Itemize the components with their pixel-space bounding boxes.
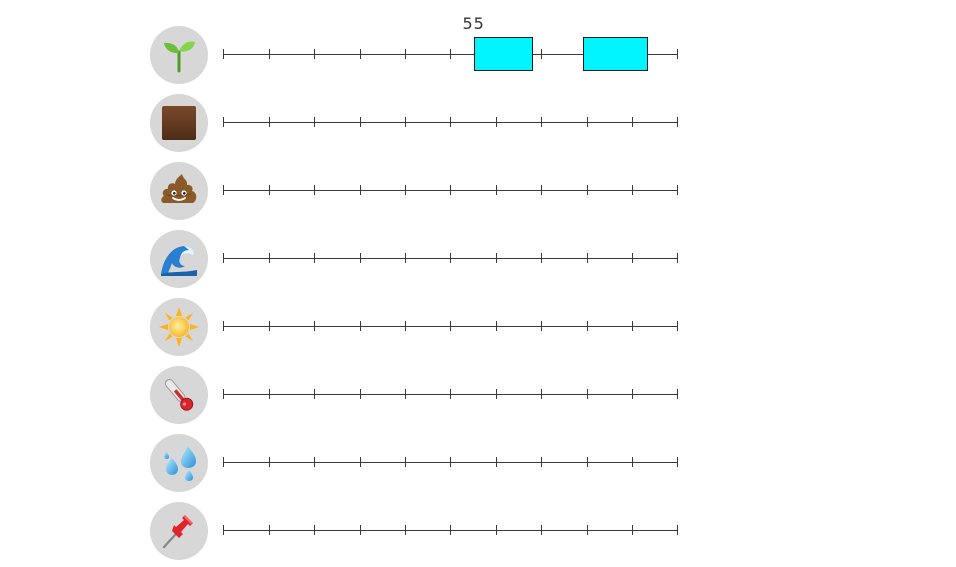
tick-mark: [405, 49, 406, 59]
thermometer-icon: [150, 366, 208, 424]
tick-mark: [450, 457, 451, 467]
timeline-track[interactable]: [224, 294, 678, 362]
tick-mark: [405, 253, 406, 263]
tick-mark: [223, 185, 224, 195]
tick-mark: [587, 525, 588, 535]
tick-mark: [541, 321, 542, 331]
tick-mark: [314, 525, 315, 535]
tick-mark: [223, 49, 224, 59]
seedling-icon: [150, 26, 208, 84]
timeline-track[interactable]: [224, 498, 678, 566]
timeline-track[interactable]: [224, 90, 678, 158]
tick-mark: [405, 457, 406, 467]
tick-mark: [677, 117, 678, 127]
tick-mark: [269, 117, 270, 127]
timeline-track[interactable]: [224, 362, 678, 430]
tick-mark: [405, 389, 406, 399]
tick-mark: [314, 117, 315, 127]
tick-mark: [632, 253, 633, 263]
tick-mark: [496, 525, 497, 535]
tick-mark: [360, 525, 361, 535]
tick-mark: [405, 117, 406, 127]
tick-mark: [677, 253, 678, 263]
tick-mark: [223, 525, 224, 535]
tick-mark: [496, 117, 497, 127]
segment-start-label: 55: [462, 14, 485, 33]
tick-mark: [450, 49, 451, 59]
tick-mark: [360, 321, 361, 331]
timeline-row-water: [0, 226, 956, 294]
tick-mark: [269, 185, 270, 195]
tick-mark: [314, 185, 315, 195]
tick-mark: [450, 389, 451, 399]
timeline-row-location: [0, 498, 956, 566]
tick-mark: [632, 185, 633, 195]
tick-mark: [450, 253, 451, 263]
tick-mark: [677, 525, 678, 535]
tick-mark: [269, 253, 270, 263]
tick-mark: [587, 457, 588, 467]
tick-mark: [450, 321, 451, 331]
tick-mark: [587, 117, 588, 127]
tick-mark: [541, 457, 542, 467]
tick-mark: [496, 457, 497, 467]
tick-mark: [450, 525, 451, 535]
timeline-row-humidity: [0, 430, 956, 498]
tick-mark: [632, 389, 633, 399]
timeline-row-seedling: [0, 14, 956, 90]
tick-mark: [269, 49, 270, 59]
tick-mark: [496, 389, 497, 399]
tick-mark: [496, 321, 497, 331]
tick-mark: [632, 117, 633, 127]
tick-mark: [314, 389, 315, 399]
timeline-row-fertilizer: [0, 158, 956, 226]
timeline-row-soil: [0, 90, 956, 158]
tick-mark: [496, 185, 497, 195]
tick-mark: [405, 321, 406, 331]
timeline-track[interactable]: [224, 226, 678, 294]
tick-mark: [677, 321, 678, 331]
tick-mark: [223, 321, 224, 331]
tick-mark: [677, 185, 678, 195]
tick-mark: [360, 117, 361, 127]
tick-mark: [677, 457, 678, 467]
tick-mark: [269, 457, 270, 467]
tick-mark: [269, 321, 270, 331]
tick-mark: [314, 457, 315, 467]
tick-mark: [223, 117, 224, 127]
tick-mark: [632, 457, 633, 467]
tick-mark: [223, 457, 224, 467]
tick-mark: [269, 525, 270, 535]
tick-mark: [450, 185, 451, 195]
tick-mark: [541, 525, 542, 535]
tick-mark: [223, 253, 224, 263]
tick-mark: [541, 253, 542, 263]
brown-square-icon: [150, 94, 208, 152]
tick-mark: [360, 457, 361, 467]
tick-mark: [314, 321, 315, 331]
tick-mark: [541, 117, 542, 127]
tick-mark: [496, 253, 497, 263]
tick-mark: [450, 117, 451, 127]
tick-mark: [632, 525, 633, 535]
tick-mark: [587, 389, 588, 399]
tick-mark: [405, 185, 406, 195]
tick-mark: [405, 525, 406, 535]
tick-mark: [360, 185, 361, 195]
tick-mark: [360, 253, 361, 263]
timeline-track[interactable]: [224, 158, 678, 226]
tick-mark: [360, 49, 361, 59]
tick-mark: [677, 389, 678, 399]
droplets-icon: [150, 434, 208, 492]
tick-mark: [269, 389, 270, 399]
tick-mark: [677, 49, 678, 59]
tick-mark: [541, 185, 542, 195]
timeline-track[interactable]: [224, 430, 678, 498]
tick-mark: [541, 389, 542, 399]
tick-mark: [632, 321, 633, 331]
pushpin-icon: [150, 502, 208, 560]
timeline-segment[interactable]: [474, 37, 533, 71]
sun-icon: [150, 298, 208, 356]
timeline-segment[interactable]: [583, 37, 649, 71]
timeline-row-sunlight: [0, 294, 956, 362]
poop-icon: [150, 162, 208, 220]
tick-mark: [587, 185, 588, 195]
tick-mark: [541, 49, 542, 59]
timeline-track[interactable]: [224, 14, 678, 90]
wave-icon: [150, 230, 208, 288]
tick-mark: [360, 389, 361, 399]
tick-mark: [223, 389, 224, 399]
tick-mark: [587, 253, 588, 263]
timeline-row-temperature: [0, 362, 956, 430]
tick-mark: [314, 49, 315, 59]
tick-mark: [587, 321, 588, 331]
tick-mark: [314, 253, 315, 263]
